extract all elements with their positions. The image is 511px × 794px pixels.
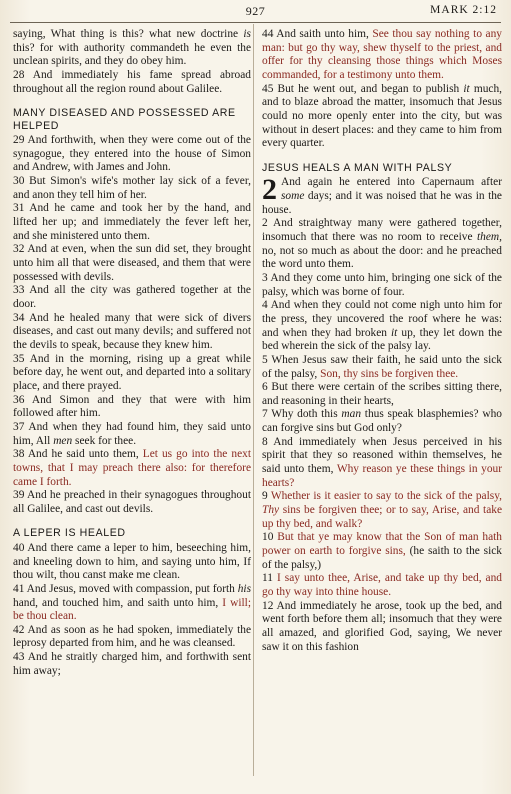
verse-31: 31 And he came and took her by the hand, and lifted her up; and immediately the fever left her, and she ministered unto them. [13, 202, 251, 242]
words-of-jesus: Let us go into the next towns, that I may preach there also: for therefore came I forth. [13, 448, 251, 488]
words-of-jesus: I say unto thee, Arise, and take up thy bed, and go thy way into thine house. [262, 572, 502, 598]
verse-36: 36 And Simon and they that were with him followed after him. [13, 393, 251, 420]
verse-9: 9 Whether is it easier to say to the sick of the palsy, Thy sins be forgiven thee; or to say, Arise, and take up thy bed, and walk? [262, 490, 503, 530]
verse-44: 44 And saith unto him, See thou say nothing to any man: but go thy way, shew thyself to the priest, and offer for thy cleansing those things which Moses commanded, for a testimony unto them. [262, 28, 502, 81]
verse-8: 8 And immediately when Jesus perceived in his spirit that they so reasoned within themselves, he said unto them, Why reason ye these things in your hearts? [262, 435, 503, 489]
words-of-jesus: Whether is it easier to say to the sick of the palsy, [270, 490, 503, 503]
section-heading-leper: A LEPER IS HEALED [13, 527, 126, 540]
verse-45: 45 But he went out, and began to publish it much, and to blaze abroad the matter, insomuch that Jesus could no more openly enter into the city, but was without in desert places: and they came to him from every quarter. [262, 82, 502, 150]
verse-5: 5 When Jesus saw their faith, he said unto the sick of the palsy, Son, thy sins be forgiven thee. [262, 353, 502, 380]
verse-40: 40 And there came a leper to him, beseeching him, and kneeling down to him, and saying unto him, If thou wilt, thou canst make me clean. [13, 541, 251, 582]
section-heading-diseased: MANY DISEASED AND POSSESSED ARE HELPED [13, 107, 236, 132]
header-rule [10, 22, 501, 23]
section-heading-palsy: JESUS HEALS A MAN WITH PALSY [262, 161, 453, 174]
chapter-2-verse-1: 2 And again he entered into Capernaum after some days; and it was noised that he was in the house. [262, 173, 502, 216]
words-of-jesus: Son, thy sins be forgiven thee. [320, 367, 459, 380]
verse-12: 12 And immediately he arose, took up the bed, and went forth before them all; insomuch that they were all amazed, and glorified God, saying, We never saw it on this fashion [262, 599, 502, 653]
column-divider [253, 24, 254, 776]
verse-4: 4 And when they could not come nigh unto him for the press, they uncovered the roof where he was: and when they had broken it up, they let down the bed wherein the sick of the palsy lay. [262, 299, 502, 353]
verse-35: 35 And in the morning, rising up a great while before day, he went out, and departed into a solitary place, and there prayed. [13, 352, 251, 392]
verse-37: 37 And when they had found him, they said unto him, All men seek for thee. [13, 420, 251, 447]
verse-32: 32 And at even, when the sun did set, they brought unto him all that were diseased, and them that were possessed with devils. [13, 243, 251, 283]
words-of-jesus: But that ye may know that the Son of man hath power on earth to forgive sins, [262, 531, 502, 558]
left-column [13, 28, 251, 678]
verse-28: 28 And immediately his fame spread abroad throughout all the region round about Galilee. [13, 68, 251, 95]
verse-10: 10 But that ye may know that the Son of man hath power on earth to forgive sins, (he saith to the sick of the palsy,) [262, 531, 502, 571]
verse-39: 39 And he preached in their synagogues throughout all Galilee, and cast out devils. [13, 489, 251, 515]
verse-41: 41 And Jesus, moved with compassion, put forth his hand, and touched him, and saith unto him, I will; be thou clean. [13, 582, 251, 623]
words-of-jesus: See thou say nothing to any man: but go thy way, shew thyself to the priest, and offer for thy cleansing those things which Moses commanded, for a testimony unto them. [262, 28, 502, 81]
verse-30: 30 But Simon's wife's mother lay sick of a fever, and anon they tell him of her. [13, 175, 251, 201]
words-of-jesus: Why reason ye these things in your hearts? [262, 463, 503, 489]
words-of-jesus: I will; be thou clean. [13, 596, 251, 623]
page-number: 927 [245, 4, 266, 18]
verse-33: 33 And all the city was gathered together at the door. [13, 284, 251, 310]
verse-11: 11 I say unto thee, Arise, and take up thy bed, and go thy way into thine house. [262, 572, 502, 598]
verse-42: 42 And as soon as he had spoken, immediately the leprosy departed from him, and he was cleansed. [13, 623, 251, 650]
verse-7: 7 Why doth this man thus speak blasphemies? who can forgive sins but God only? [262, 408, 502, 435]
verse-34: 34 And he healed many that were sick of divers diseases, and cast out many devils; and suffered not the devils to speak, because they knew him. [13, 311, 251, 351]
chapter-number: 2 [262, 173, 277, 207]
verse-43: 43 And he straitly charged him, and forthwith sent him away; [13, 651, 251, 677]
verse-3: 3 And they come unto him, bringing one sick of the palsy, which was borne of four. [262, 271, 502, 298]
running-head: MARK 2:12 [430, 4, 497, 16]
verse-6: 6 But there were certain of the scribes sitting there, and reasoning in their hearts, [262, 381, 502, 407]
right-column [262, 28, 502, 654]
verse-2: 2 And straightway many were gathered together, insomuch that there was no room to receive them, no, not so much as about the door: and he preached the word unto them. [262, 217, 502, 271]
verse-27-continued: saying, What thing is this? what new doctrine is this? for with authority commandeth he even the unclean spirits, and they do obey him. [13, 28, 251, 68]
verse-29: 29 And forthwith, when they were come out of the synagogue, they entered into the house of Simon and Andrew, with James and John. [13, 134, 251, 174]
verse-38: 38 And he said unto them, Let us go into the next towns, that I may preach there also: for therefore came I forth. [13, 448, 251, 488]
